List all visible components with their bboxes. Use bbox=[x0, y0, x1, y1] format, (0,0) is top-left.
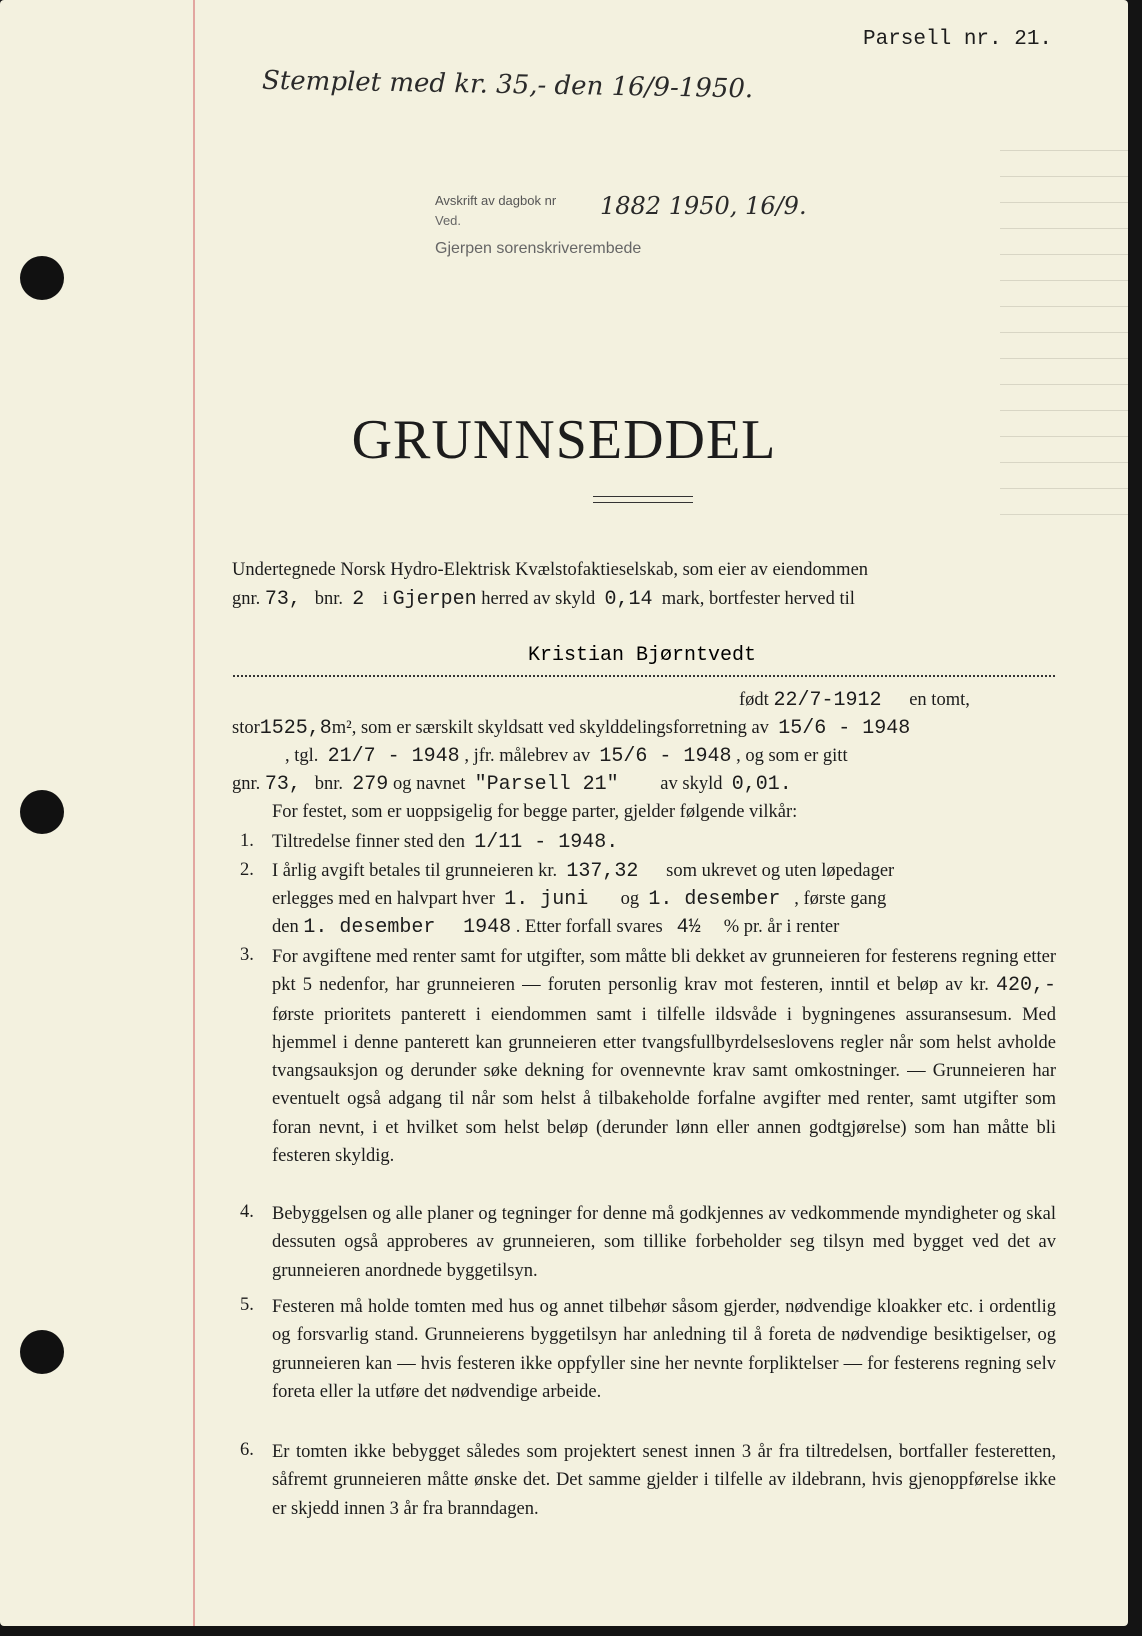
parcel-name: "Parsell 21" bbox=[474, 773, 619, 796]
tgl-label: , tgl. bbox=[285, 746, 319, 766]
margin-line bbox=[193, 0, 195, 1626]
first-payment-year: 1948 bbox=[463, 916, 512, 939]
item-2-den: den bbox=[272, 917, 299, 937]
bnr-value: 2 bbox=[352, 588, 365, 611]
born-label: født bbox=[739, 690, 769, 710]
item-2-text-b: som ukrevet og uten løpedager bbox=[666, 861, 895, 881]
lessee-name: Kristian Bjørntvedt bbox=[528, 644, 757, 667]
intro-text-5: , jfr. målebrev av bbox=[464, 746, 591, 766]
item-6-text: Er tomten ikke bebygget således som projektert senest innen 3 år fra tiltredelsen, bortfaller festeretten, såfremt grunneieren måtte ønske det. Det samme gjelder i tilfelle av ildebrann, hvis gjenoppførelse ikke er skjedd innen 3 år fra branndagen. bbox=[272, 1442, 1056, 1519]
registry-handwritten: 1882 1950, 16/9. bbox=[600, 192, 807, 220]
tgl-date: 21/7 - 1948 bbox=[327, 745, 460, 768]
item-number: 6. bbox=[240, 1440, 254, 1460]
bnr2-value: 279 bbox=[352, 773, 389, 796]
item-5-text: Festeren må holde tomten med hus og annet tilbehør såsom gjerder, nødvendige kloakker etc. i ordentlig og forsvarlig stand. Grunneierens byggetilsyn har anledning til å foreta de nødvendige besiktigelser, og grunneieren kan — hvis festeren ikke oppfyller sine her nevnte forpliktelser — for festerens regning selv foreta eller la utføre det nødvendige arbeide. bbox=[272, 1297, 1056, 1402]
herred-value: Gjerpen bbox=[392, 588, 477, 611]
gnr2-value: 73, bbox=[264, 773, 301, 796]
item-number: 1. bbox=[240, 831, 254, 851]
intro-line-1: Undertegnede Norsk Hydro-Elektrisk Kvælstofaktieselskab, som eier av eiendommen bbox=[232, 560, 869, 580]
intro-text-4: m², som er særskilt skyldsatt ved skylddelingsforretning av bbox=[331, 718, 769, 738]
item-3-text-a: For avgiftene med renter samt for utgifter, som måtte bli dekket av grunneieren for festerens regning etter pkt 5 nedenfor, har grunneieren — foruten personlig krav mot festeren, inntil et beløp av kr. bbox=[272, 947, 1056, 996]
annual-fee: 137,32 bbox=[566, 860, 639, 883]
stor-label: stor bbox=[232, 718, 260, 738]
bnr-label-2: bnr. bbox=[314, 774, 344, 794]
intro-text-7: og navnet bbox=[392, 774, 466, 794]
item-3-text-b: første prioritets panterett i eiendommen samt i tilfelle ildsvåde i bygningenes assuransesum. Med hjemmel i denne panterett kan grunneieren etter tvangsfullbyrdelseslovens regler når som helst avholde tvangsauksjon og derunder søke dekning for ovennevnte krav samt omkostninger. — Grunneieren har eventuelt også adgang til når som helst å tilbakeholde forfalne avgifter med renter, samt utgifter som foran nevnt, i et hvilket som helst beløp (derunder lønn eller annen godtgjørelse) som han måtte bli festeren skyldig. bbox=[272, 1004, 1056, 1167]
item-2-text-f: . Etter forfall svares bbox=[515, 917, 663, 937]
intro-text-6: , og som er gitt bbox=[736, 746, 848, 766]
payment-date-2: 1. desember bbox=[648, 888, 781, 911]
parcel-number: Parsell nr. 21. bbox=[863, 28, 1053, 51]
size-line bbox=[232, 717, 910, 740]
item-2-line-1 bbox=[272, 860, 894, 883]
gnr-value: 73, bbox=[264, 588, 301, 611]
punch-hole bbox=[20, 256, 64, 300]
size-value: 1525,8 bbox=[259, 717, 332, 740]
i-label: i bbox=[382, 589, 388, 609]
item-number: 4. bbox=[240, 1202, 254, 1222]
item-1 bbox=[272, 831, 618, 854]
stamp-note: Stemplet med kr. 35,- den 16/9-1950. bbox=[261, 65, 754, 105]
item-2-text-g: % pr. år i renter bbox=[723, 917, 840, 937]
title-underline bbox=[593, 496, 693, 503]
forretning-date: 15/6 - 1948 bbox=[778, 717, 911, 740]
item-2-line-3 bbox=[272, 916, 839, 939]
document-title: GRUNNSEDDEL bbox=[351, 409, 777, 471]
registry-office: Gjerpen sorenskriverembede bbox=[435, 240, 642, 257]
intro-line-2 bbox=[232, 588, 855, 611]
malebrev-date: 15/6 - 1948 bbox=[599, 745, 732, 768]
born-value: 22/7-1912 bbox=[773, 689, 882, 712]
lessee-dotted-line bbox=[233, 675, 1055, 677]
gnr-label: gnr. bbox=[232, 589, 261, 609]
skyld2-value: 0,01. bbox=[731, 773, 792, 796]
item-2-text-e: , første gang bbox=[794, 889, 887, 909]
interest-rate: 4½ bbox=[676, 916, 701, 939]
item-1-date: 1/11 - 1948. bbox=[474, 831, 619, 854]
first-payment: 1. desember bbox=[303, 916, 436, 939]
item-2-line-2 bbox=[272, 888, 886, 911]
registry-ved: Ved. bbox=[435, 213, 462, 228]
item-2-text-a: I årlig avgift betales til grunneieren kr. bbox=[272, 861, 558, 881]
item-2-og: og bbox=[620, 889, 640, 909]
punch-hole bbox=[20, 790, 64, 834]
bleed-through bbox=[1000, 150, 1128, 550]
registry-label: Avskrift av dagbok nr bbox=[435, 193, 557, 208]
item-1-text: Tiltredelse finner sted den bbox=[272, 832, 466, 852]
tgl-line bbox=[285, 745, 848, 768]
born-line bbox=[739, 689, 970, 712]
item-4-text: Bebyggelsen og alle planer og tegninger for denne må godkjennes av vedkommende myndigheter og skal dessuten også approberes av grunneieren, som tillike forbeholder seg tilsyn med bygget ved det av grunneieren anordnede byggetilsyn. bbox=[272, 1204, 1056, 1281]
intro-text-2: mark, bortfester herved til bbox=[661, 589, 855, 609]
payment-date-1: 1. juni bbox=[504, 888, 589, 911]
gnr-line-2 bbox=[232, 773, 792, 796]
punch-hole bbox=[20, 1330, 64, 1374]
pledge-amount: 420,- bbox=[995, 974, 1056, 998]
intro-text-8: av skyld bbox=[660, 774, 723, 794]
item-number: 3. bbox=[240, 945, 254, 965]
gnr-label-2: gnr. bbox=[232, 774, 261, 794]
item-2-text-c: erlegges med en halvpart hver bbox=[272, 889, 495, 909]
bnr-label: bnr. bbox=[314, 589, 344, 609]
item-number: 2. bbox=[240, 860, 254, 880]
skyld-value: 0,14 bbox=[604, 588, 653, 611]
item-number: 5. bbox=[240, 1295, 254, 1315]
item-3-text bbox=[272, 943, 1056, 1170]
intro-text-3: en tomt, bbox=[909, 690, 970, 710]
herred-text: herred av skyld bbox=[481, 589, 596, 609]
conditions-intro: For festet, som er uoppsigelig for begge parter, gjelder følgende vilkår: bbox=[272, 802, 798, 822]
